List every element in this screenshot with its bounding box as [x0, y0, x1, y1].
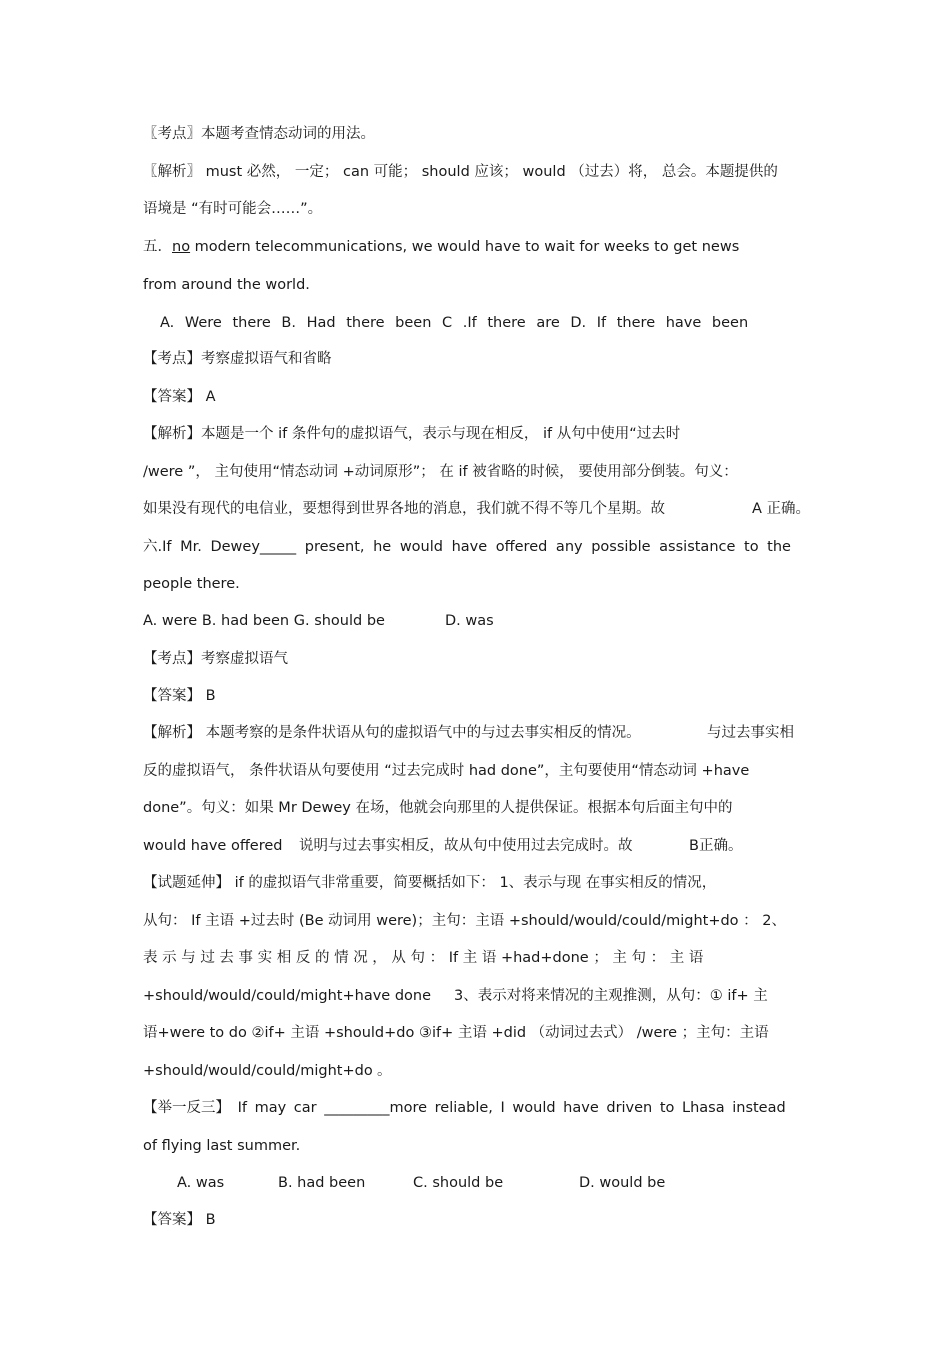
practice-option-c: C. should be [413, 1175, 504, 1191]
question-5-line [143, 237, 807, 257]
kaodian-label: 【考点】考察虚拟语气和省略 [143, 351, 332, 367]
text-line [143, 387, 807, 407]
kaodian-modal-verbs: 〖考点〗本题考查情态动词的用法。 [143, 126, 375, 142]
extension-text: 表 示 与 过 去 事 实 相 反 的 情 况 ， 从 句 ： If 主 语 +had+done ； 主 句 ： 主 语 [143, 950, 704, 966]
jiexi-text: 说明与过去事实相反，故从句中使用过去完成时。故 [299, 838, 633, 854]
extension-text: 语+were to do ②if+ 主语 +should+do ③if+ 主语 +did （动词过去式） /were ；主句：主语 [143, 1025, 769, 1041]
practice-question-text: 【举一反三】 If may car _________more reliable, I would have driven to Lhasa instead [143, 1100, 786, 1116]
text-line [143, 836, 807, 856]
extension-text: +should/would/could/might+do [143, 1063, 373, 1079]
text-line [143, 499, 811, 519]
jiexi-text: would have offered [143, 838, 283, 854]
practice-option-b: B. had been [278, 1175, 366, 1191]
text-line [143, 275, 807, 295]
jiexi-text: done”。句义：如果 Mr Dewey 在场，他就会向那里的人提供保证。根据本句后面主句中的 [143, 800, 733, 816]
text-line [143, 574, 807, 594]
question-6-line [143, 537, 807, 557]
text-line [143, 124, 807, 144]
extension-text: 3、表示对将来情况的主观推测，从句：① if+ 主 [454, 988, 768, 1004]
options-line [160, 313, 807, 333]
text-line [143, 1136, 807, 1156]
text-line [143, 1023, 807, 1043]
extension-text: 从句： If 主语 +过去时 (Be 动词用 were)；主句：主语 +should/would/could/might+do ： 2、 [143, 913, 786, 929]
question-option-d: D. was [445, 613, 494, 629]
text-line [143, 798, 807, 818]
question-text: 六.If Mr. Dewey_____ present, he would have offered any possible assistance to the [143, 539, 791, 555]
jiexi-text: 与过去事实相 [707, 725, 794, 741]
jiexi-modal-verbs: 〖解析〗 must 必然， 一定； can 可能； should 应该； would （过去）将， 总会。本题提供的 [143, 164, 778, 180]
answer-label: 【答案】 B [143, 688, 216, 704]
jiexi-text: 【解析】 本题考察的是条件状语从句的虚拟语气中的与过去事实相反的情况。 [143, 725, 641, 741]
jiexi-text: 反的虚拟语气， 条件状语从句要使用 “过去完成时 had done”，主句要使用“情态动词 +have [143, 763, 750, 779]
jiexi-context: 语境是 “有时可能会……”。 [143, 201, 323, 217]
text-line [143, 649, 807, 669]
text-line [143, 424, 807, 444]
text-line [143, 1210, 807, 1230]
question-text: modern telecommunications, we would have to wait for weeks to get news [190, 239, 740, 255]
text-line [143, 948, 807, 968]
question-options: A. Were there B. Had there been C .If there are D. If there have been [160, 315, 749, 331]
text-line [143, 911, 807, 931]
jiexi-conclusion: A 正确。 [752, 501, 811, 517]
text-line [143, 199, 807, 219]
jiexi-text: 如果没有现代的电信业，要想得到世界各地的消息，我们就不得不等几个星期。故 [143, 501, 665, 517]
jiexi-text: 【解析】本题是一个 if 条件句的虚拟语气，表示与现在相反， if 从句中使用“过去时 [143, 426, 681, 442]
text-line [143, 349, 807, 369]
practice-option-d: D. would be [579, 1175, 666, 1191]
kaodian-label: 【考点】考察虚拟语气 [143, 651, 288, 667]
jiexi-conclusion: B正确。 [689, 838, 743, 854]
text-line [143, 686, 807, 706]
extension-text-end: 。 [377, 1063, 392, 1079]
question-options: A. were B. had been G. should be [143, 613, 385, 629]
answer-blank: no [172, 239, 191, 255]
text-line [143, 162, 807, 182]
text-line [143, 873, 807, 893]
question-number: 五． [143, 239, 172, 255]
text-line [143, 761, 807, 781]
answer-label: 【答案】 A [143, 389, 216, 405]
practice-question-line [143, 1098, 807, 1118]
text-line [143, 1061, 807, 1081]
practice-option-a: A. was [177, 1175, 225, 1191]
question-text-continued: from around the world. [143, 277, 310, 293]
jiexi-text: /were ”， 主句使用“情态动词 +动词原形”； 在 if 被省略的时候， 要使用部分倒装。句义： [143, 464, 738, 480]
text-line [143, 723, 807, 743]
extension-text: 【试题延伸】 if 的虚拟语气非常重要，简要概括如下： 1、表示与现 在事实相反的情况， [143, 875, 717, 891]
text-line [143, 462, 807, 482]
text-line [143, 986, 807, 1006]
question-text-continued: people there. [143, 576, 240, 592]
answer-label: 【答案】 B [143, 1212, 216, 1228]
options-line [143, 611, 807, 631]
extension-text: +should/would/could/might+have done [143, 988, 432, 1004]
practice-question-text-continued: of flying last summer. [143, 1138, 301, 1154]
